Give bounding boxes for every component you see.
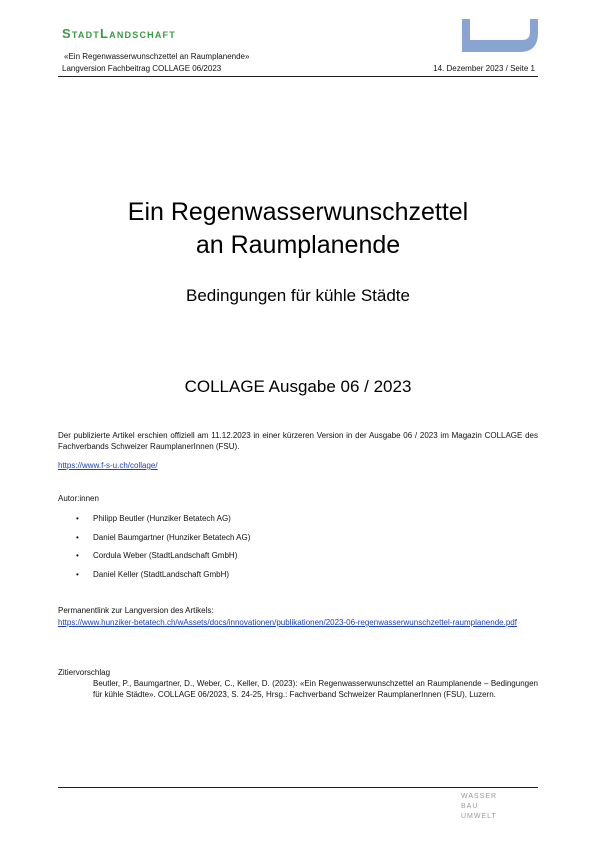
- header-article-title: «Ein Regenwasserwunschzettel an Raumplanende»: [64, 52, 250, 61]
- author-item: Daniel Keller (StadtLandschaft GmbH): [93, 570, 230, 579]
- header-date-page: 14. Dezember 2023 / Seite 1: [433, 64, 535, 73]
- header-divider: [58, 76, 538, 77]
- permalink-label: Permanentlink zur Langversion des Artikels:: [58, 606, 214, 615]
- authors-heading: Autor:innen: [58, 494, 99, 503]
- citation-heading: Zitiervorschlag: [58, 668, 111, 677]
- author-item: Philipp Beutler (Hunziker Betatech AG): [93, 514, 231, 523]
- citation-text: Beutler, P., Baumgartner, D., Weber, C., Keller, D. (2023): «Ein Regenwasserwunschzettel an Raumplanende – Bedingungen für kühle Städte». COLLAGE 06/2023, S. 24-25, Hrsg.: Fachverband Schweizer RaumplanerInnen (FSU), Luzern.: [93, 679, 538, 699]
- title-line-2: an Raumplanende: [195, 231, 401, 259]
- document-subtitle: Bedingungen für kühle Städte: [185, 286, 410, 305]
- footer-logo-line-2: BAU: [461, 803, 479, 810]
- intro-paragraph: Der publizierte Artikel erschien offiziell am 11.12.2023 in einer kürzeren Version in der Ausgabe 06 / 2023 im Magazin COLLAGE des Fachverbands Schweizer RaumplanerInnen (FSU).: [58, 431, 538, 451]
- bullet-icon: •: [76, 514, 79, 523]
- issue-heading: COLLAGE Ausgabe 06 / 2023: [184, 377, 412, 396]
- footer-logo: [461, 792, 497, 822]
- collage-link[interactable]: https://www.f-s-u.ch/collage/: [58, 461, 158, 470]
- bullet-icon: •: [76, 551, 79, 560]
- author-item: Cordula Weber (StadtLandschaft GmbH): [93, 551, 238, 560]
- bullet-icon: •: [76, 570, 79, 579]
- footer-logo-line-1: WASSER: [461, 793, 498, 800]
- footer-divider: [58, 787, 538, 788]
- footer-logo-line-3: UMWELT: [461, 813, 497, 820]
- title-line-1: Ein Regenwasserwunschzettel: [127, 198, 469, 226]
- brand-logo-icon: [462, 19, 538, 52]
- header-publication: Langversion Fachbeitrag COLLAGE 06/2023: [62, 64, 222, 73]
- permalink-url[interactable]: https://www.hunziker-betatech.ch/wAssets/docs/innovationen/publikationen/2023-06-regenwasserwunschzettel-raumplanende.pdf: [58, 618, 517, 627]
- bullet-icon: •: [76, 533, 79, 542]
- author-item: Daniel Baumgartner (Hunziker Betatech AG): [93, 533, 251, 542]
- company-logo-text: StadtLandschaft: [62, 26, 176, 41]
- document-title: [58, 196, 538, 262]
